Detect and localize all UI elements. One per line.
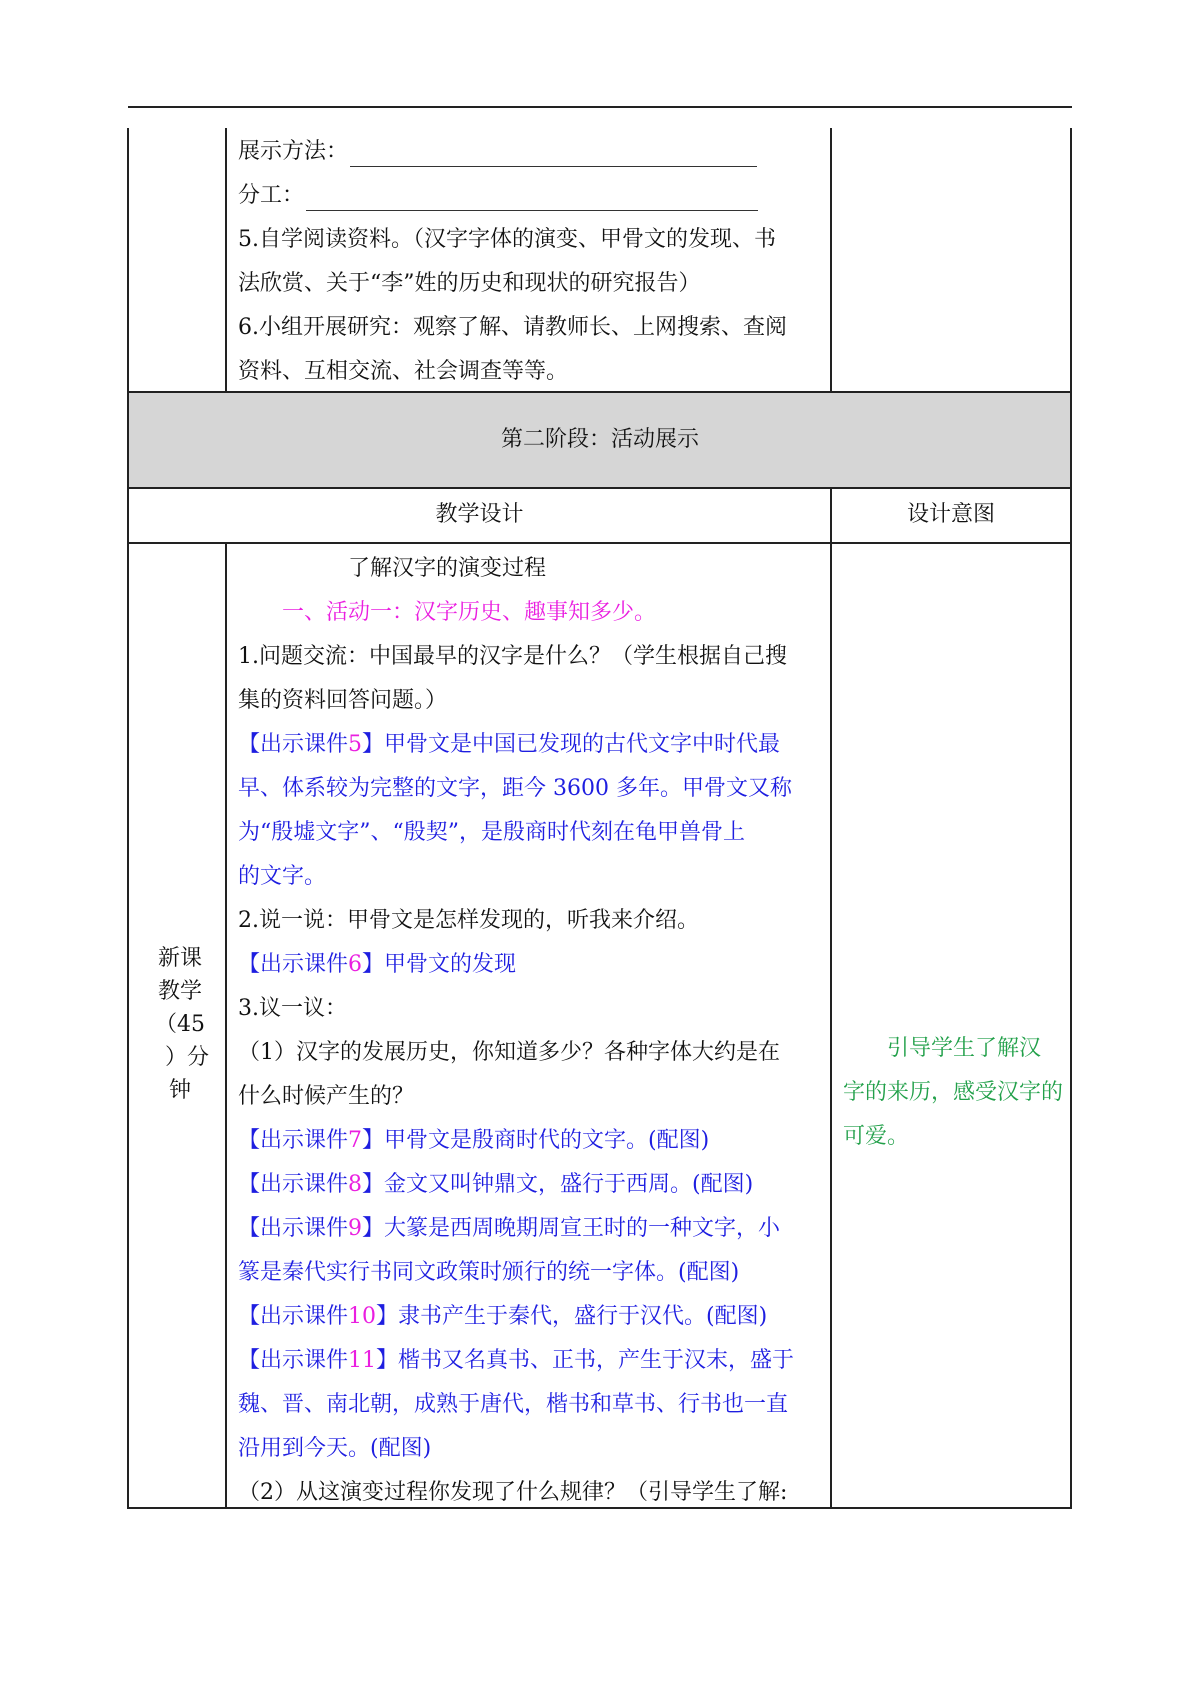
activity1-heading: 一、活动一：汉字历史、趣事知多少。 [282,600,657,625]
column-divider-side-bottom [225,543,227,1508]
item6-line2: 资料、互相交流、社会调查等等。 [238,359,569,384]
design-intent: 引导学生了解汉 字的来历，感受汉字的 可爱。 [843,1036,1064,1149]
courseware-11-line2: 魏、晋、南北朝，成熟于唐代，楷书和草书、行书也一直 [238,1392,789,1417]
courseware-6-line: 【出示课件6】甲骨文的发现 [238,952,517,977]
page-header-rule [128,106,1072,108]
courseware-7-line: 【出示课件7】甲骨文是殷商时代的文字。(配图) [238,1128,710,1153]
division-line: 分工： [238,174,787,218]
column-header-design: 教学设计 [435,502,524,527]
item5-line1: 5.自学阅读资料。（汉字字体的演变、甲骨文的发现、书 [238,227,776,252]
courseware-5-line2: 早、体系较为完整的文字，距今 3600 多年。甲骨文又称 [238,776,792,801]
table-border-right [1070,128,1072,1508]
q3a-line1: （1）汉字的发展历史，你知道多少？各种字体大约是在 [238,1040,780,1065]
side-label: 新课 教学 （45 ）分 钟 [155,946,209,1103]
subtitle: 了解汉字的演变过程 [348,556,547,581]
table-border-left [127,128,129,1508]
q2-line: 2.说一说：甲骨文是怎样发现的，听我来介绍。 [238,908,699,933]
row-line-stage-bottom [127,487,1072,489]
row-line-header-bottom [127,542,1072,544]
division-blank [306,182,758,211]
main-content [238,547,794,1515]
courseware-11-line3: 沿用到今天。(配图) [238,1436,432,1461]
column-divider-intent-bottom [830,543,832,1508]
item6-line1: 6.小组开展研究：观察了解、请教师长、上网搜索、查阅 [238,315,787,340]
q3a-line2: 什么时候产生的？ [238,1084,415,1109]
column-divider-side-top [225,128,227,392]
display-method-blank [350,138,757,167]
q3b-line: （2）从这演变过程你发现了什么规律？（引导学生了解: [238,1480,788,1505]
q1-line2: 集的资料回答问题。） [238,688,448,713]
stage-header: 第二阶段：活动展示 [500,427,699,452]
courseware-11-line1: 【出示课件11】楷书又名真书、正书，产生于汉末，盛于 [238,1348,795,1373]
section1-content [238,130,787,394]
courseware-9-line2: 篆是秦代实行书同文政策时颁行的统一字体。(配图) [238,1260,740,1285]
display-method-line: 展示方法： [238,130,787,174]
column-header-intent: 设计意图 [906,502,995,527]
q3-line: 3.议一议： [238,996,347,1021]
q1-line1: 1.问题交流：中国最早的汉字是什么？（学生根据自己搜 [238,644,787,669]
courseware-5-line3: 为“殷墟文字”、“殷契”，是殷商时代刻在龟甲兽骨上 [238,820,745,845]
courseware-10-line: 【出示课件10】隶书产生于秦代，盛行于汉代。(配图) [238,1304,768,1329]
courseware-5-line4: 的文字。 [238,864,327,889]
courseware-8-line: 【出示课件8】金文又叫钟鼎文，盛行于西周。(配图) [238,1172,754,1197]
courseware-5-line1: 【出示课件5】甲骨文是中国已发现的古代文字中时代最 [238,732,781,757]
column-divider-intent-top [830,128,832,392]
item5-line2: 法欣赏、关于“李”姓的历史和现状的研究报告） [238,271,701,296]
courseware-9-line1: 【出示课件9】大篆是西周晚期周宣王时的一种文字，小 [238,1216,781,1241]
